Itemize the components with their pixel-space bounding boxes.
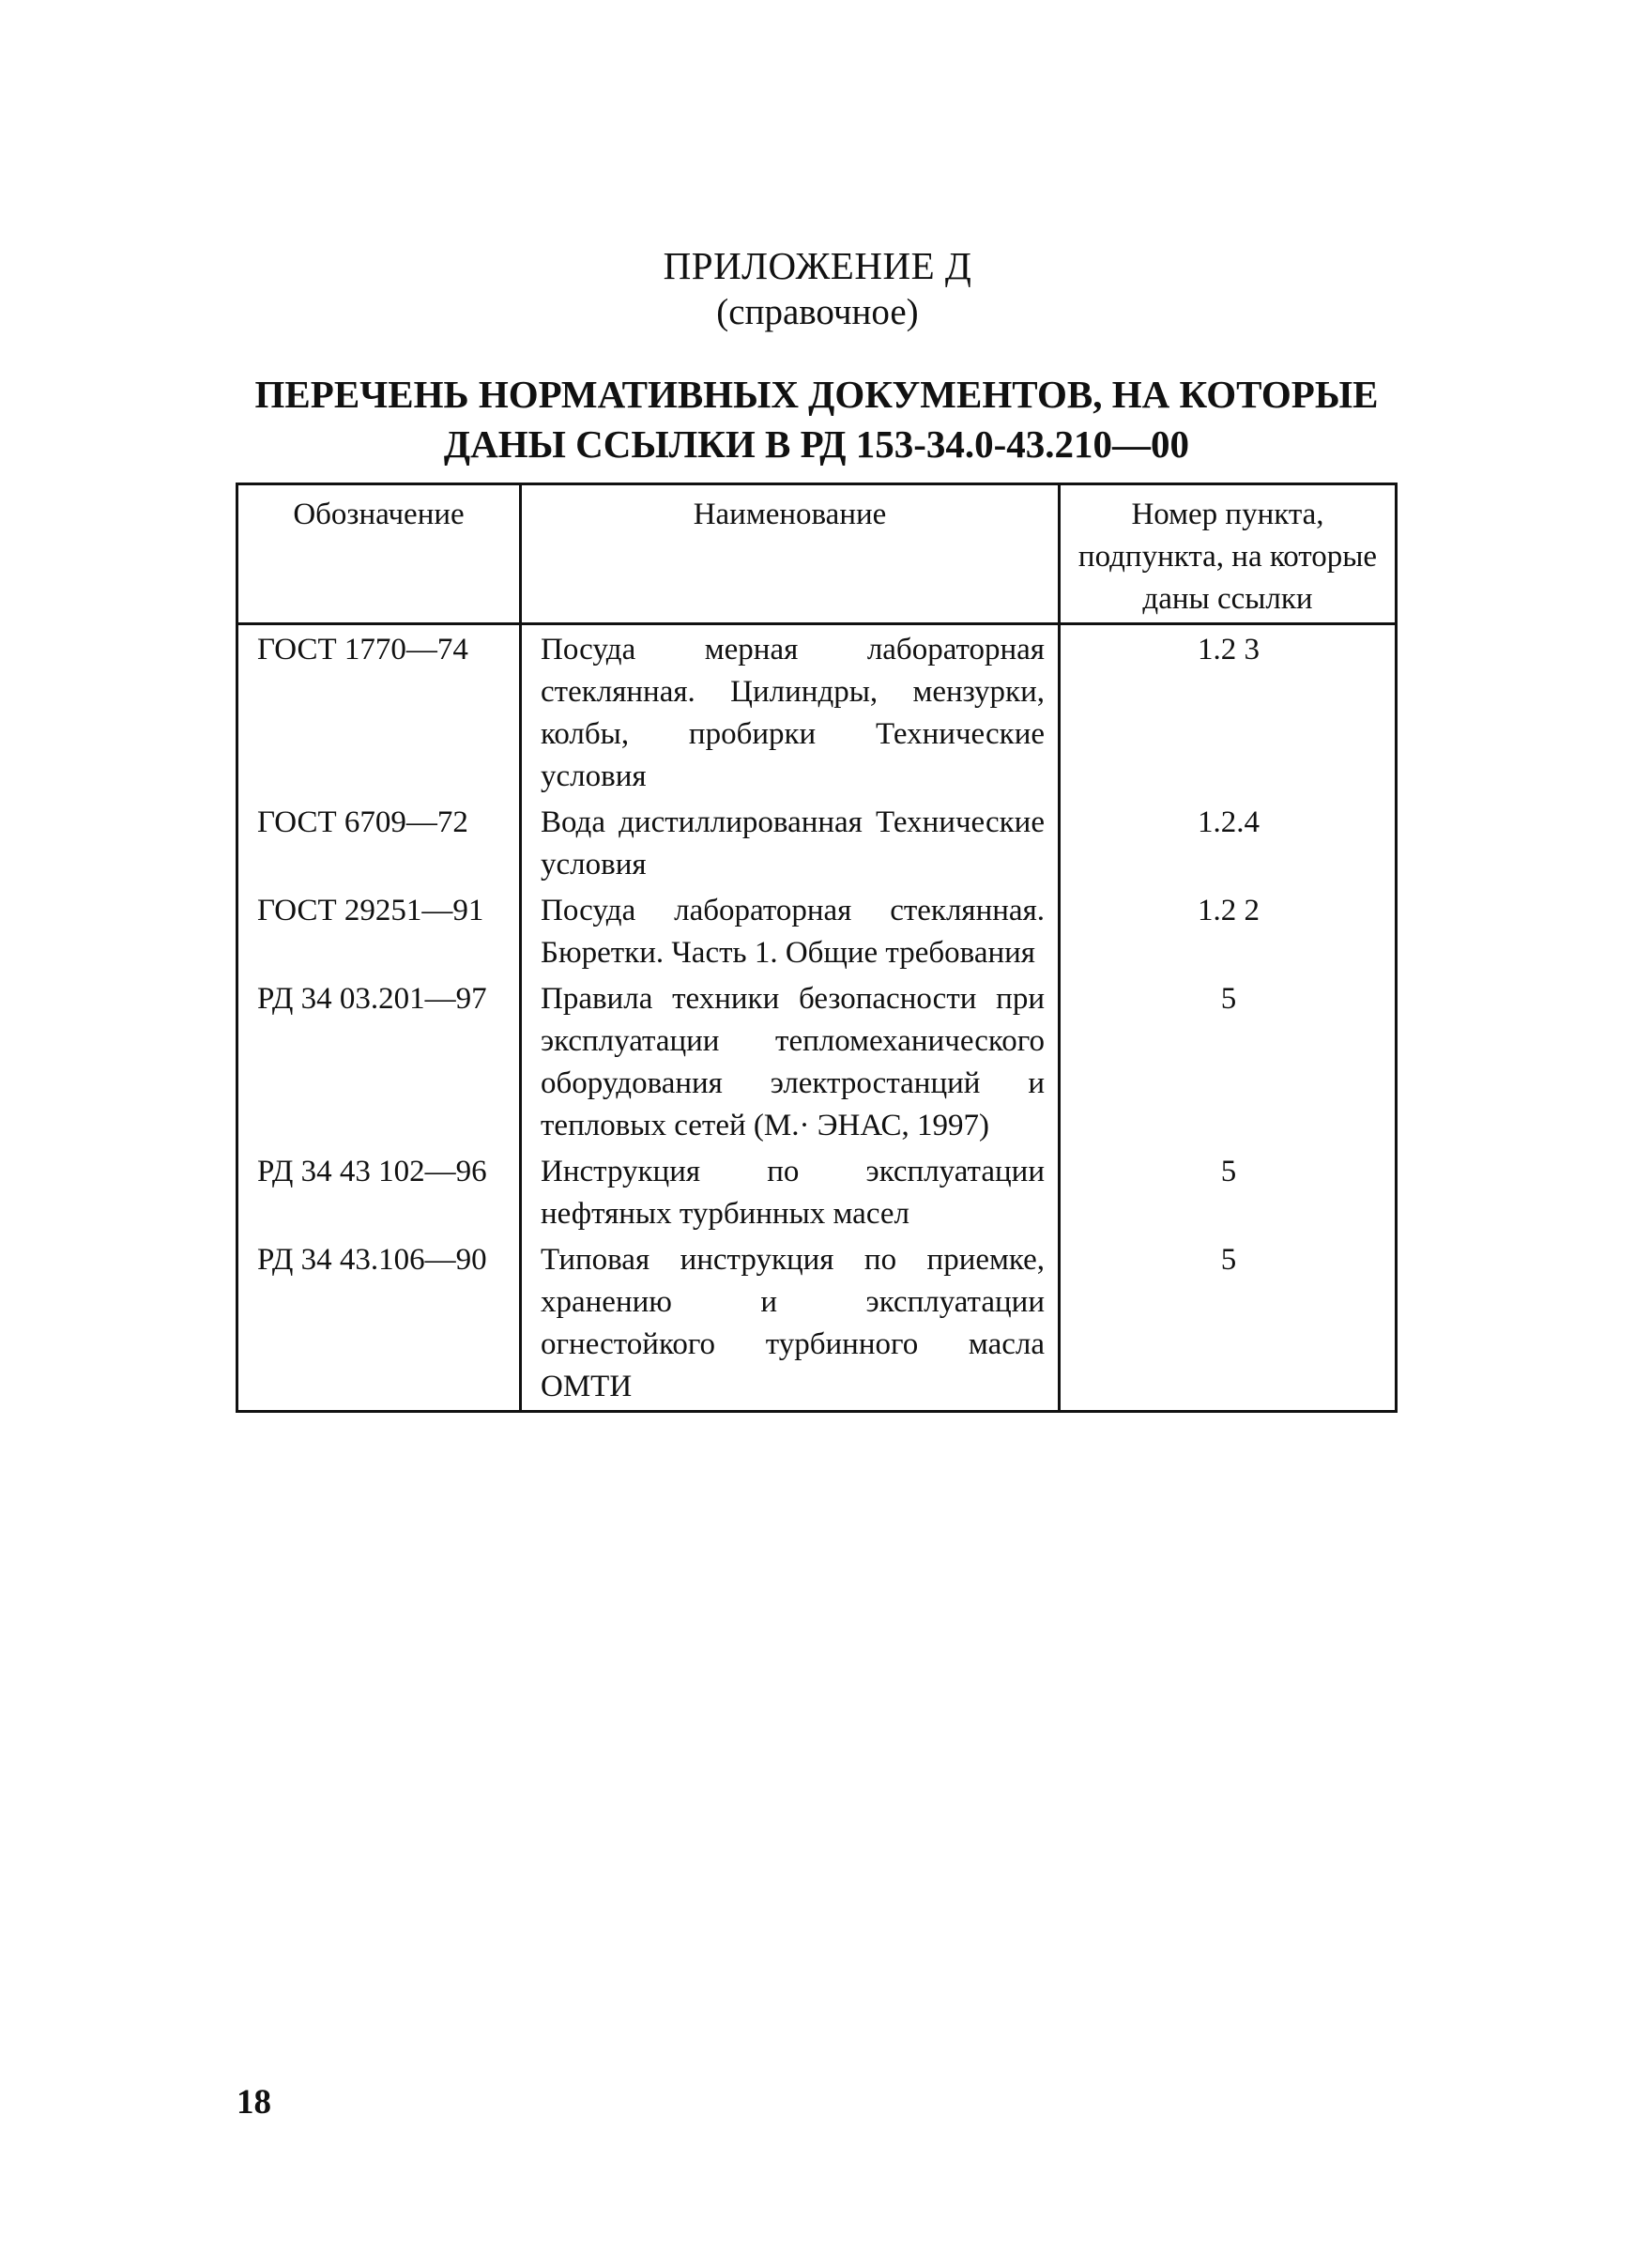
table-row: [237, 1147, 1397, 1235]
row-name: Посуда лабораторная стеклянная. Бюретки. Часть 1. Общие требования: [521, 886, 1060, 974]
references-table: [236, 483, 1398, 1413]
row-designation: ГОСТ 1770—74: [237, 624, 521, 799]
row-clause: 5: [1220, 982, 1237, 1016]
table-header-row: [237, 484, 1397, 624]
appendix-subtitle: (справочное): [716, 292, 919, 332]
row-name: Инструкция по эксплуатации нефтяных турбинных масел: [521, 1147, 1060, 1235]
row-clause: 1.2 2: [1198, 894, 1260, 927]
heading-line-2: ДАНЫ ССЫЛКИ В РД 153-34.0-43.210—00: [443, 422, 1190, 466]
document-heading: [235, 370, 1398, 469]
row-designation: ГОСТ 6709—72: [237, 798, 521, 886]
row-clause: 5: [1220, 1155, 1237, 1188]
row-clause: 5: [1220, 1243, 1237, 1277]
table-row: [237, 886, 1397, 974]
row-designation: РД 34 03.201—97: [237, 974, 521, 1147]
table-row: [237, 974, 1397, 1147]
row-name: Посуда мерная лабораторная стеклянная. Цилиндры, мензурки, колбы, пробирки Технические условия: [521, 624, 1060, 799]
row-clause: 1.2.4: [1198, 805, 1260, 839]
header-designation: Обозначение: [237, 484, 521, 624]
page-number: 18: [237, 2083, 271, 2122]
heading-line-1: ПЕРЕЧЕНЬ НОРМАТИВНЫХ ДОКУМЕНТОВ, НА КОТОРЫЕ: [254, 373, 1379, 416]
table-row: [237, 1235, 1397, 1412]
row-designation: РД 34 43.106—90: [237, 1235, 521, 1412]
header-clause: Номер пункта, подпункта, на которые даны ссылки: [1060, 484, 1397, 624]
header-name: Наименование: [521, 484, 1060, 624]
row-designation: РД 34 43 102—96: [237, 1147, 521, 1235]
row-name: Правила техники безопасности при эксплуатации тепломеханического оборудования электростанций и тепловых сетей (М.· ЭНАС, 1997): [521, 974, 1060, 1147]
row-clause: 1.2 3: [1198, 633, 1260, 667]
row-name: Вода дистиллированная Технические условия: [521, 798, 1060, 886]
table-row: [237, 624, 1397, 799]
appendix-title: ПРИЛОЖЕНИЕ Д: [663, 244, 972, 287]
row-designation: ГОСТ 29251—91: [237, 886, 521, 974]
table-row: [237, 798, 1397, 886]
row-name: Типовая инструкция по приемке, хранению и эксплуатации огнестойкого турбинного масла ОМТИ: [521, 1235, 1060, 1412]
